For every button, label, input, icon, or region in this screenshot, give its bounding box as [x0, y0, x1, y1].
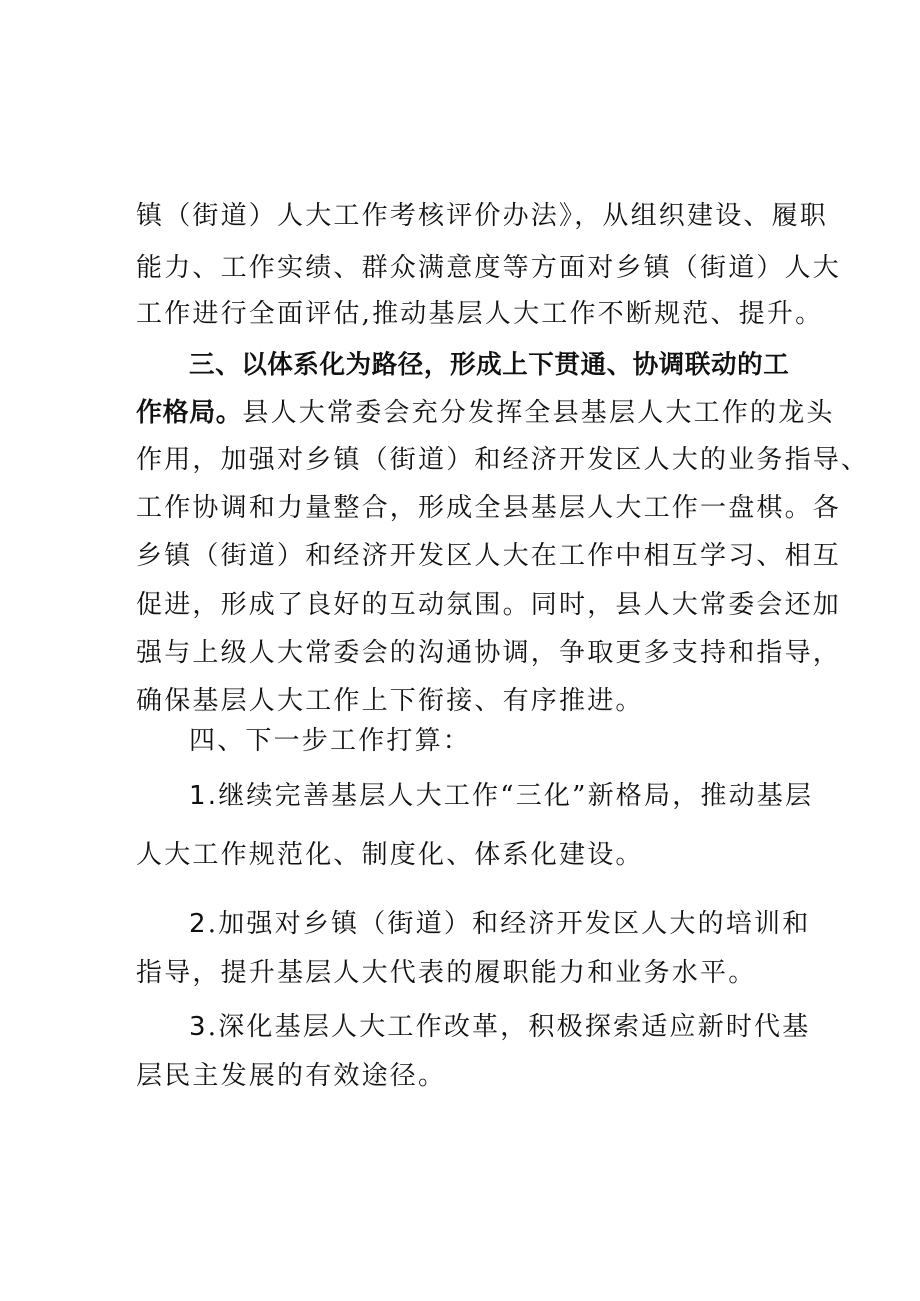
paragraph-line: 强与上级人大常委会的沟通协调，争取更多支持和指导，: [136, 638, 842, 668]
paragraph-line: 工作进行全面评估,推动基层人大工作不断规范、提升。: [136, 299, 824, 329]
paragraph-line: 能力、工作实绩、群众满意度等方面对乡镇（街道）人大: [136, 253, 842, 283]
list-item-text: 继续完善基层人大工作“三化”新格局，推动基层: [218, 781, 814, 811]
list-item-text: .加强对乡镇（街道）和经济开发区人大的培训和: [207, 909, 811, 939]
list-item-line: [189, 908, 811, 940]
paragraph-line: 作用，加强对乡镇（街道）和经济开发区人大的业务指导、: [136, 445, 870, 475]
section-heading-continued: [136, 397, 835, 429]
list-item-number: 1.: [189, 781, 219, 811]
paragraph-line: 乡镇（街道）和经济开发区人大在工作中相互学习、相互: [136, 541, 842, 571]
section-heading-tail: 作格局。: [136, 398, 243, 428]
paragraph-line: 促进，形成了良好的互动氛围。同时，县人大常委会还加: [136, 590, 842, 620]
list-item-text: .深化基层人大工作改革，积极探索适应新时代基: [207, 1012, 811, 1042]
paragraph-line: 镇（街道）人大工作考核评价办法》，从组织建设、履职: [136, 201, 829, 231]
paragraph-line: 工作协调和力量整合，形成全县基层人大工作一盘棋。各: [136, 493, 842, 523]
list-item-line: 指导，提升基层人大代表的履职能力和业务水平。: [136, 958, 757, 988]
list-item-number: 2: [189, 909, 208, 939]
list-item-number: 3: [189, 1012, 208, 1042]
list-item-line: [189, 1011, 811, 1043]
list-item-line: 层民主发展的有效途径。: [136, 1061, 447, 1091]
list-item-line: 人大工作规范化、制度化、体系化建设。: [136, 840, 644, 870]
list-item-line: [189, 780, 814, 812]
paragraph-text: 县人大常委会充分发挥全县基层人大工作的龙头: [242, 398, 835, 428]
paragraph-line: 确保基层人大工作上下衔接、有序推进。: [136, 686, 644, 716]
section-heading: 四、下一步工作打算：: [189, 726, 472, 756]
section-heading: 三、以体系化为路径，形成上下贯通、协调联动的工: [189, 350, 790, 380]
